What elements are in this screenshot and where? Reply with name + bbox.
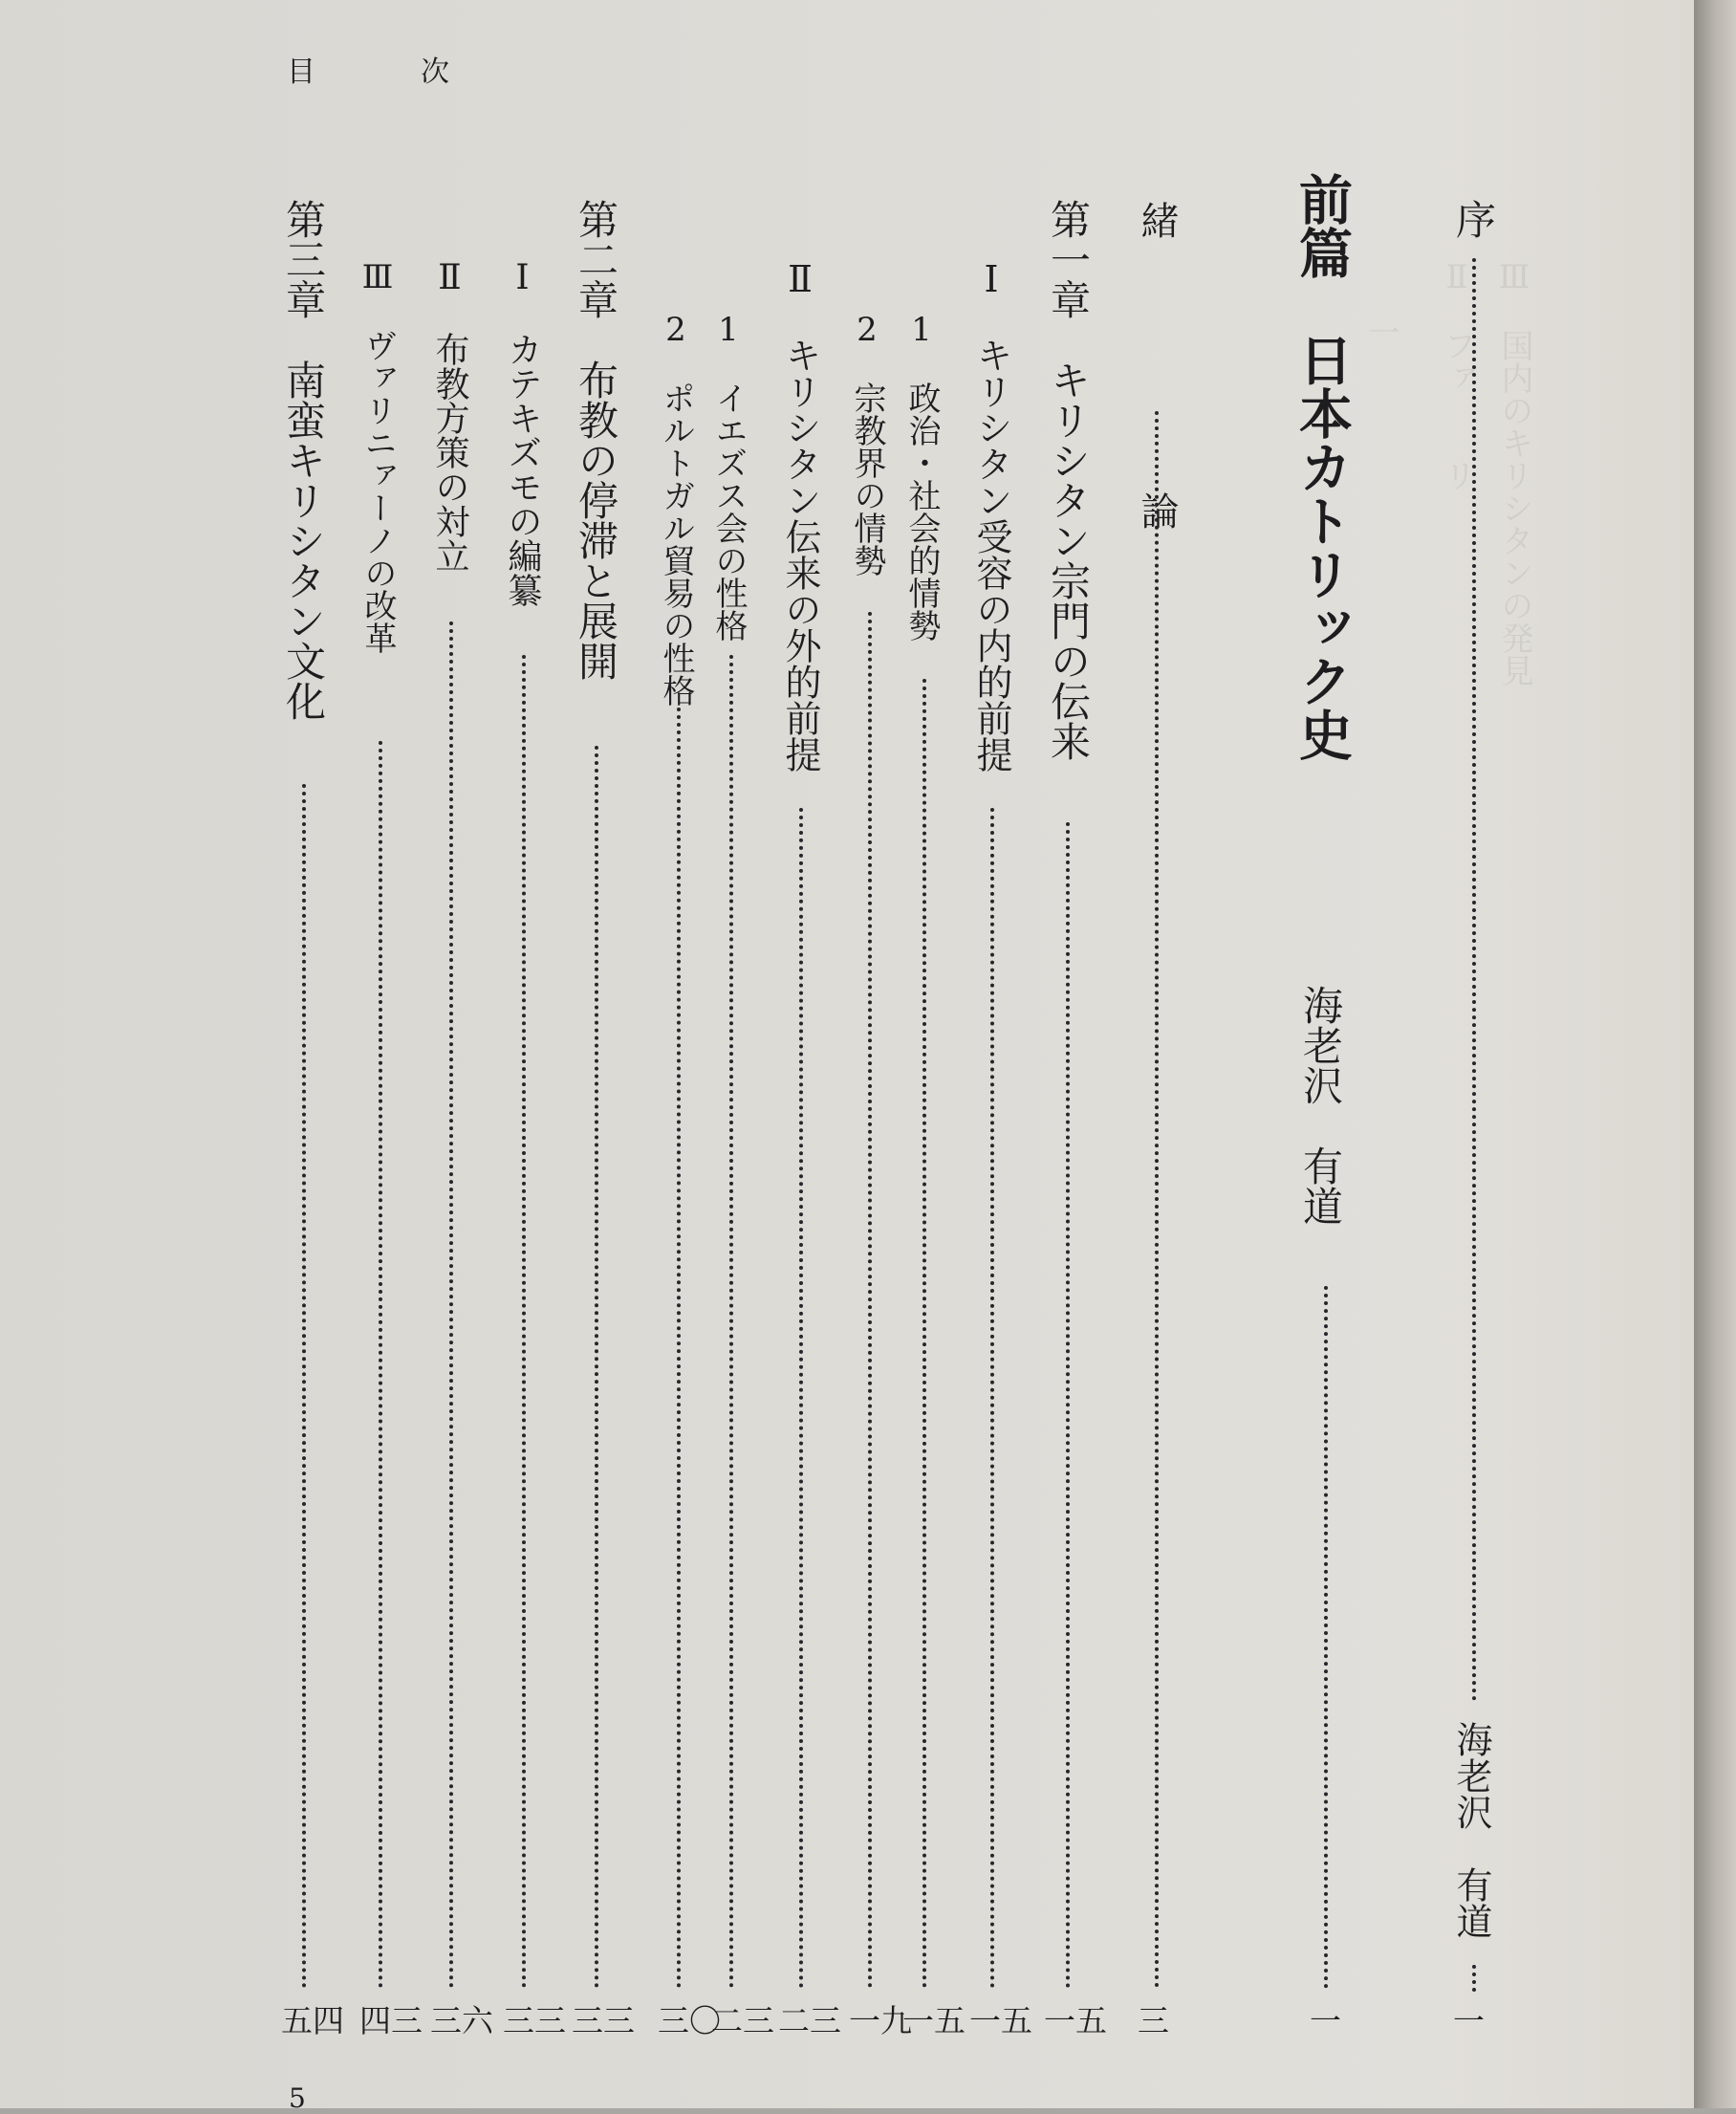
- toc-entry-subsection-1-2-1: 1 イエズス会の性格: [709, 311, 748, 642]
- leader-dots: [1324, 1286, 1328, 1989]
- page-number: 三〇: [658, 2002, 721, 2039]
- toc-entry-introduction: 緒 論: [1135, 201, 1179, 637]
- toc-entry-preface: [1450, 199, 1497, 239]
- toc-entry-subsection-1-1-1: 1 政治・社会的情勢: [902, 311, 941, 642]
- leader-dots: [868, 612, 872, 1989]
- page-number: 三三: [503, 2002, 566, 2039]
- page-number: 三: [1138, 2002, 1169, 2039]
- toc-entry-chapter-1: 第一章 キリシタン宗門の伝来: [1045, 199, 1092, 761]
- toc-entry-section-2-1: Ⅰ カテキズモの編纂: [503, 258, 542, 607]
- leader-dots: [449, 621, 453, 1989]
- running-head-right: 次: [421, 55, 451, 89]
- leader-dots: [922, 679, 926, 1989]
- page-number: 一五: [969, 2002, 1032, 2039]
- page-number: 三六: [430, 2002, 493, 2039]
- leader-dots: [1066, 822, 1070, 1989]
- leader-dots: [799, 808, 803, 1989]
- show-through-text: Ⅱ ファ リ: [1438, 258, 1476, 491]
- toc-entry-chapter-3: 第三章 南蛮キリシタン文化: [280, 199, 327, 721]
- leader-dots: [1155, 411, 1159, 1989]
- preface-author: 海老沢 有道: [1450, 1721, 1492, 1939]
- toc-entry-section-1-1: Ⅰ キリシタン受容の内的前提: [970, 258, 1012, 773]
- page-number: 三三: [572, 2002, 635, 2039]
- toc-entry-section-2-3: Ⅲ ヴァリニァーノの改革: [358, 258, 397, 654]
- page-number: 一五: [902, 2002, 966, 2039]
- preface-label: 序: [1450, 199, 1497, 239]
- page-number: 四三: [359, 2002, 423, 2039]
- folio: 5: [289, 2082, 306, 2114]
- part-page: 一: [1310, 2002, 1341, 2039]
- toc-entry-section-2-2: Ⅱ 布教方策の対立: [430, 258, 469, 573]
- show-through-text: Ⅲ 国内のキリシタンの発見: [1495, 258, 1533, 687]
- toc-entry-section-1-2: Ⅱ キリシタン伝来の外的前提: [779, 258, 821, 773]
- leader-dots: [302, 784, 306, 1989]
- page-number: 二三: [778, 2002, 841, 2039]
- leader-dots: [990, 808, 994, 1989]
- leader-dots: [522, 655, 526, 1989]
- page-number: 二三: [711, 2002, 774, 2039]
- leader-dots: [1472, 258, 1476, 1702]
- toc-entry-subsection-1-1-2: 2 宗教界の情勢: [848, 311, 886, 577]
- leader-dots: [595, 746, 598, 1989]
- page-gutter-shadow: [1694, 0, 1736, 2108]
- leader-dots: [1472, 1965, 1476, 1992]
- page-number: 一五: [1044, 2002, 1107, 2039]
- part-author: 海老沢 有道: [1297, 985, 1344, 1226]
- toc-entry-subsection-1-2-2: 2 ポルトガル貿易の性格: [657, 311, 695, 707]
- leader-dots: [729, 655, 733, 1989]
- show-through-text: 一: [1361, 316, 1400, 478]
- leader-dots: [379, 741, 382, 1989]
- part-title: 前篇 日本カトリック史: [1291, 172, 1354, 761]
- running-head-left: 目: [287, 55, 317, 89]
- leader-dots: [677, 708, 681, 1989]
- toc-entry-chapter-2: 第二章 布教の停滞と展開: [573, 199, 619, 681]
- page-number: 五四: [281, 2002, 344, 2039]
- page-number: 一九: [849, 2002, 912, 2039]
- preface-page: 一: [1453, 2002, 1485, 2039]
